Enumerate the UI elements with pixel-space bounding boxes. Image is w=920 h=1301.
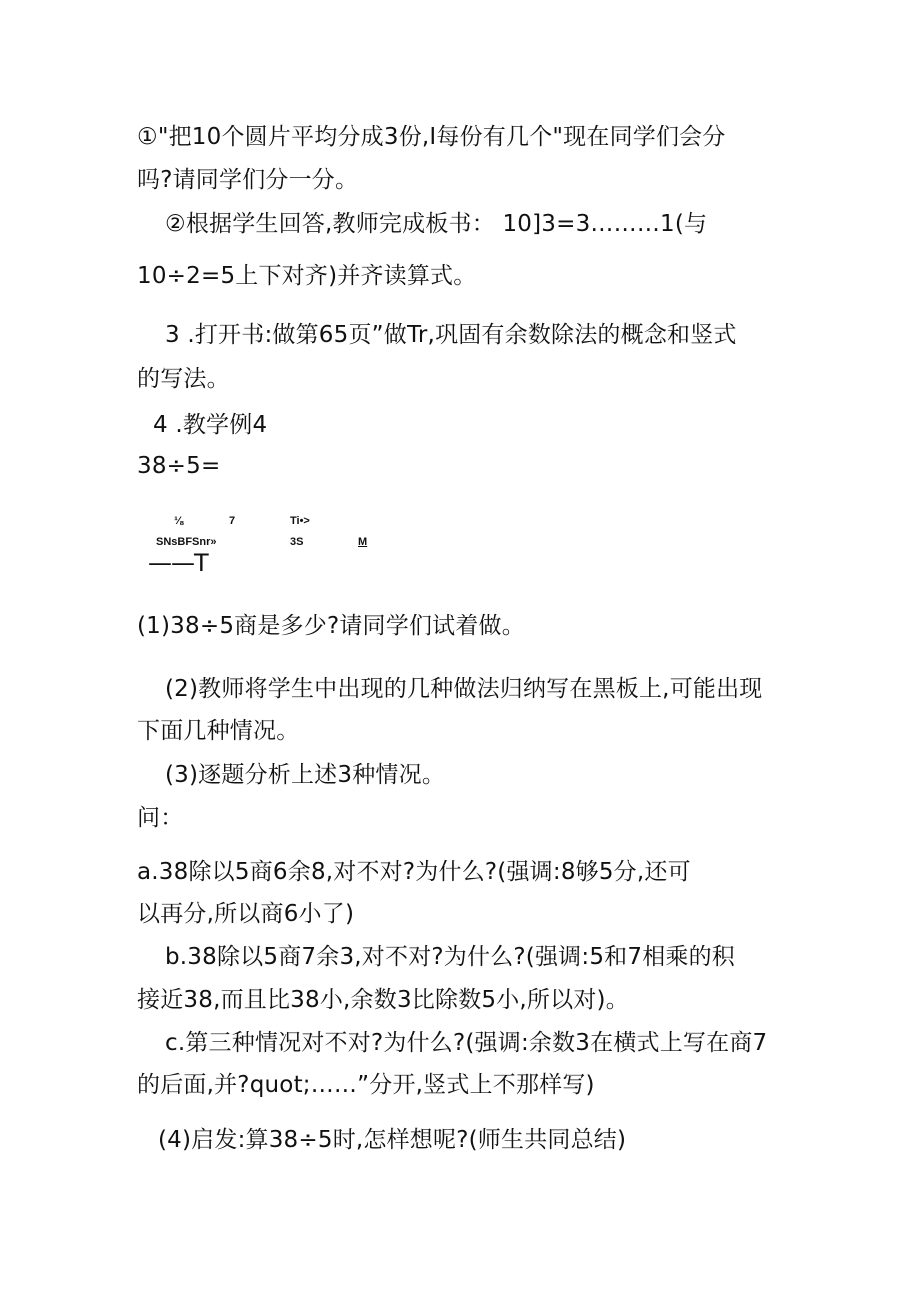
- figure-text: M: [358, 536, 368, 548]
- section-heading: 4 .教学例4: [153, 412, 268, 438]
- paragraph-line: ②根据学生回答,教师完成板书： 10]3=3………1(与: [165, 211, 708, 237]
- paragraph-line: 3 .打开书:做第65页”做Tr,巩固有余数除法的概念和竖式: [165, 322, 737, 348]
- paragraph-line: 接近38,而且比38小,余数3比除数5小,所以对)。: [137, 987, 629, 1013]
- paragraph-line: 的写法。: [137, 366, 230, 392]
- paragraph-line: c.第三种情况对不对?为什么?(强调:余数3在横式上写在商7: [165, 1030, 768, 1056]
- paragraph-line: ①"把10个圆片平均分成3份,I每份有几个"现在同学们会分: [137, 124, 726, 150]
- paragraph-line: (2)教师将学生中出现的几种做法归纳写在黑板上,可能出现: [165, 676, 763, 702]
- paragraph-line: (3)逐题分析上述3种情况。: [165, 762, 446, 788]
- paragraph-line: b.38除以5商7余3,对不对?为什么?(强调:5和7相乘的积: [165, 944, 735, 970]
- paragraph-line: a.38除以5商6余8,对不对?为什么?(强调:8够5分,还可: [137, 859, 691, 885]
- figure-text: 3S: [290, 536, 304, 548]
- figure-text: ——T: [148, 549, 208, 577]
- figure-text: SNsBFSnr»: [156, 536, 217, 548]
- figure-text: Ti•>: [290, 515, 310, 527]
- paragraph-line: 的后面,并?quot;……”分开,竖式上不那样写): [137, 1072, 595, 1098]
- equation: 38÷5=: [137, 453, 221, 479]
- paragraph-line: 问：: [137, 805, 184, 831]
- figure-text: ⅛: [174, 515, 184, 527]
- paragraph-line: 下面几种情况。: [137, 718, 300, 744]
- paragraph-line: 以再分,所以商6小了): [137, 901, 355, 927]
- paragraph-line: 10÷2=5上下对齐)并齐读算式。: [137, 263, 477, 289]
- paragraph-line: (4)启发:算38÷5时,怎样想呢?(师生共同总结): [158, 1127, 627, 1153]
- figure-text: 7: [229, 515, 236, 527]
- paragraph-line: (1)38÷5商是多少?请同学们试着做。: [137, 613, 525, 639]
- paragraph-line: 吗?请同学们分一分。: [137, 167, 359, 193]
